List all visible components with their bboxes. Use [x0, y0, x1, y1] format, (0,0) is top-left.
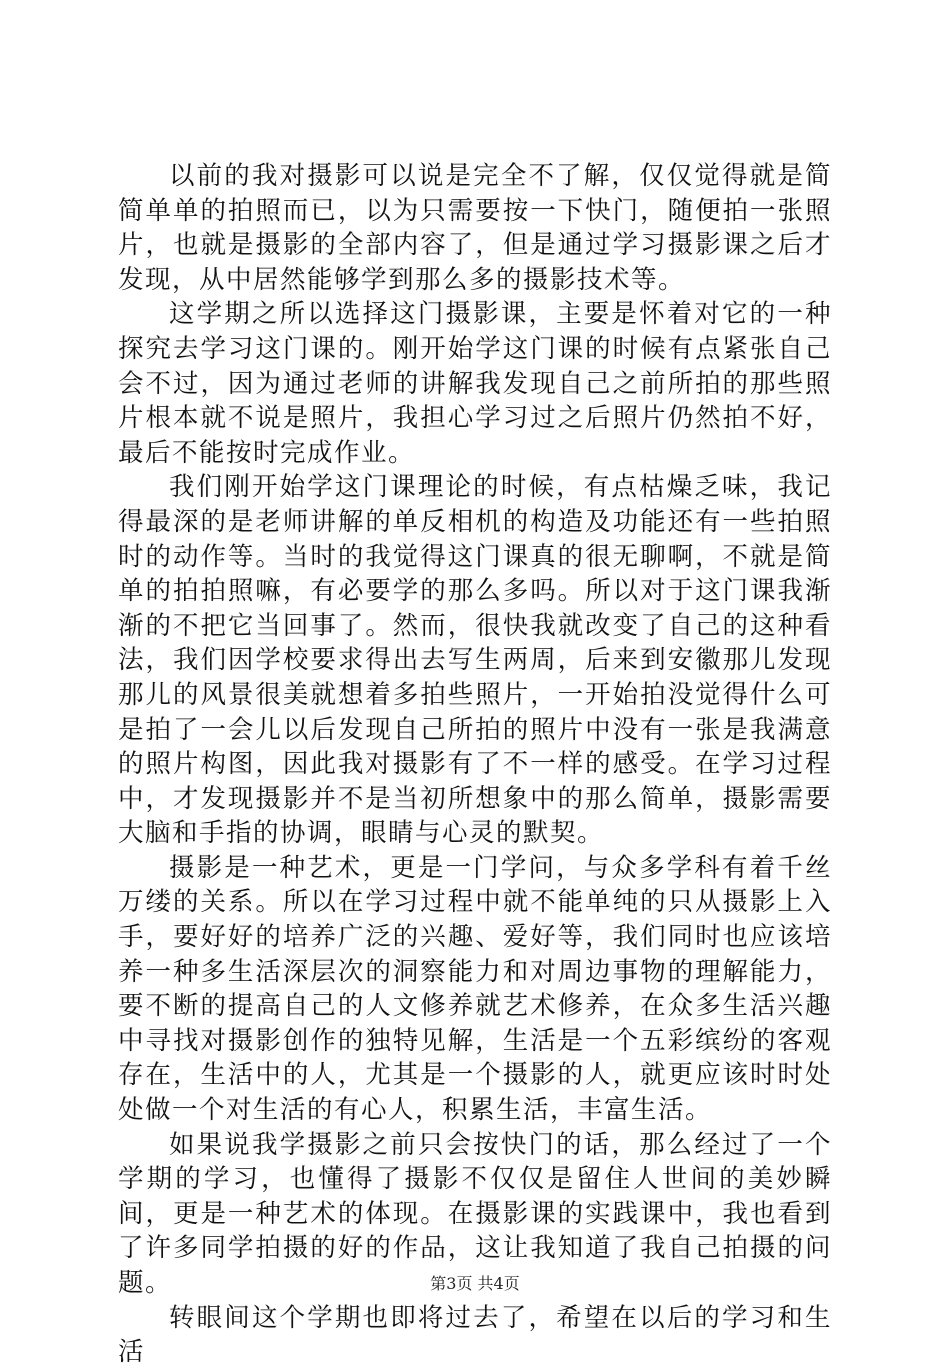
paragraph-3: 我们刚开始学这门课理论的时候，有点枯燥乏味，我记得最深的是老师讲解的单反相机的构造及功能还有一些拍照时的动作等。当时的我觉得这门课真的很无聊啊，不就是简单的拍拍照嘛，有必要学的那么多吗。所以对于这门课我渐渐的不把它当回事了。然而，很快我就改变了自己的这种看法，我们因学校要求得出去写生两周，后来到安徽那儿发现那儿的风景很美就想着多拍些照片，一开始拍没觉得什么可是拍了一会儿以后发现自己所拍的照片中没有一张是我满意的照片构图，因此我对摄影有了不一样的感受。在学习过程中，才发现摄影并不是当初所想象中的那么简单，摄影需要大脑和手指的协调，眼睛与心灵的默契。 [118, 472, 832, 849]
paragraph-1: 以前的我对摄影可以说是完全不了解，仅仅觉得就是简简单单的拍照而已，以为只需要按一下快门，随便拍一张照片，也就是摄影的全部内容了，但是通过学习摄影课之后才发现，从中居然能够学到那么多的摄影技术等。 [118, 161, 832, 295]
paragraph-4: 摄影是一种艺术，更是一门学问，与众多学科有着千丝万缕的关系。所以在学习过程中就不能单纯的只从摄影上入手，要好好的培养广泛的兴趣、爱好等，我们同时也应该培养一种多生活深层次的洞察能力和对周边事物的理解能力，要不断的提高自己的人文修养就艺术修养，在众多生活兴趣中寻找对摄影创作的独特见解，生活是一个五彩缤纷的客观存在，生活中的人，尤其是一个摄影的人，就更应该时时处处做一个对生活的有心人，积累生活，丰富生活。 [118, 852, 832, 1126]
paragraph-2: 这学期之所以选择这门摄影课，主要是怀着对它的一种探究去学习这门课的。刚开始学这门课的时候有点紧张自己会不过，因为通过老师的讲解我发现自己之前所拍的那些照片根本就不说是照片，我担心学习过之后照片仍然拍不好，最后不能按时完成作业。 [118, 299, 832, 468]
paragraph-5: 如果说我学摄影之前只会按快门的话，那么经过了一个学期的学习，也懂得了摄影不仅仅是留住人世间的美妙瞬间，更是一种艺术的体现。在摄影课的实践课中，我也看到了许多同学拍摄的好的作品，这让我知道了我自己拍摄的问题。 [118, 1129, 832, 1298]
paragraph-6: 转眼间这个学期也即将过去了，希望在以后的学习和生活 [118, 1302, 832, 1368]
body-text [118, 159, 832, 1370]
page-number-footer: 第3页 共4页 [430, 1274, 520, 1293]
